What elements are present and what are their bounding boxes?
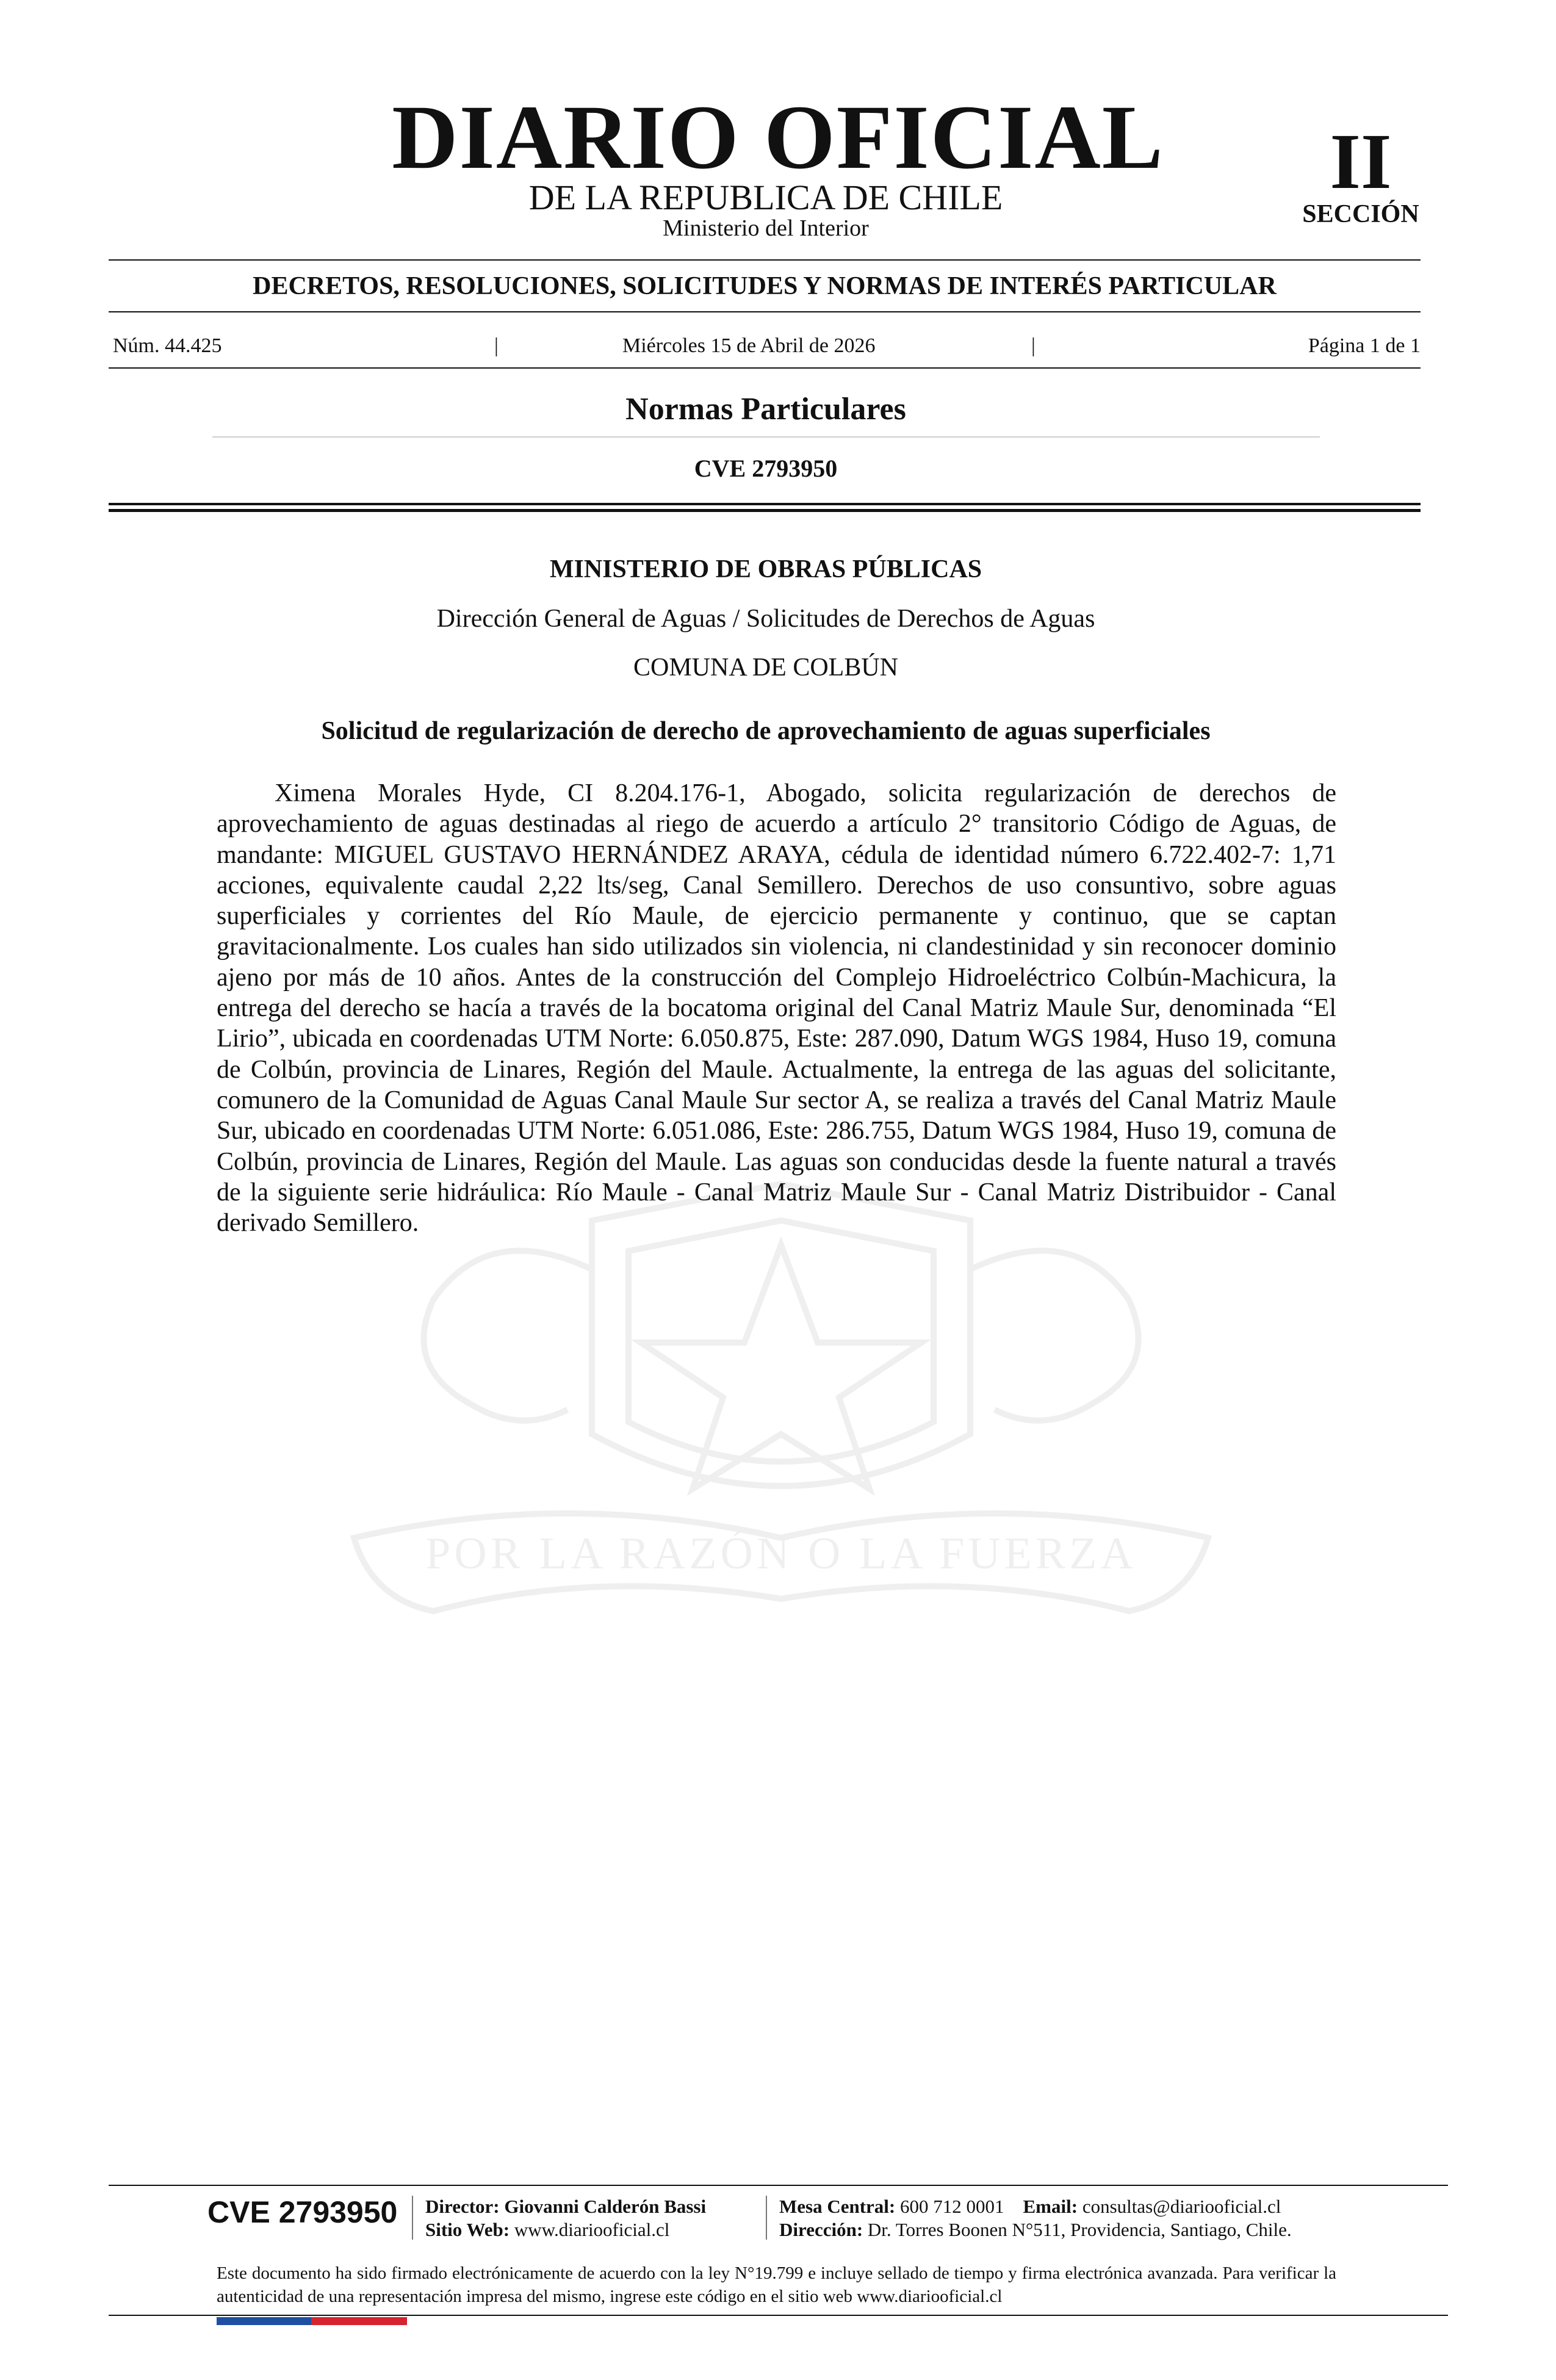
phone-label: Mesa Central: xyxy=(779,2196,896,2217)
issue-number: Núm. 44.425 xyxy=(113,334,222,357)
seal-motto: POR LA RAZÓN O LA FUERZA xyxy=(425,1529,1137,1579)
document-body: Ximena Morales Hyde, CI 8.204.176-1, Abogado, solicita regularización de derechos de aprovechamiento de aguas destinadas al riego de acuerdo a artículo 2° transitorio Código de Aguas, de mandante: MIGUEL GUSTAVO HERNÁNDEZ ARAYA, cédula de identidad número 6.722.402-7: 1,71 acciones, equivalente caudal 2,22 lts/seg, Canal Semillero. Derechos de uso consuntivo, sobre aguas superficiales y corrientes del Río Maule, de ejercicio permanente y continuo, que se captan gravitacionalmente. Los cuales han sido utilizados sin violencia, ni clandestinidad y sin reconocer dominio ajeno por más de 10 años. Antes de la construcción del Complejo Hidroeléctrico Colbún-Machicura, la entrega del derecho se hacía a través de la bocatoma original del Canal Matriz Maule Sur, denominada “El Lirio”, ubicada en coordenadas UTM Norte: 6.050.875, Este: 287.090, Datum WGS 1984, Huso 19, comuna de Colbún, provincia de Linares, Región del Maule. Actualmente, la entrega de las aguas del solicitante, comunero de la Comunidad de Aguas Canal Maule Sur sector A, se realiza a través del Canal Matriz Maule Sur, ubicado en coordenadas UTM Norte: 6.051.086, Este: 286.755, Datum WGS 1984, Huso 19, comuna de Colbún, provincia de Linares, Región del Maule. Las aguas son conducidas desde la fuente natural a través de la siguiente serie hidráulica: Río Maule - Canal Matriz Maule Sur - Canal Matriz Distribuidor - Canal derivado Semillero. xyxy=(217,779,1336,1238)
footer-contact-block xyxy=(779,2195,1292,2241)
section-title-rule xyxy=(212,436,1320,438)
section-title: Normas Particulares xyxy=(625,392,906,427)
section-number: II xyxy=(1330,118,1392,206)
footer-separator xyxy=(766,2196,767,2240)
section-label: SECCIÓN xyxy=(1302,200,1419,228)
issue-separator: | xyxy=(1031,334,1036,357)
issue-date: Miércoles 15 de Abril de 2026 xyxy=(622,334,876,357)
band-top-rule xyxy=(109,259,1421,261)
flag-stripe-blue xyxy=(217,2317,311,2325)
website-link[interactable]: www.diariooficial.cl xyxy=(514,2219,670,2240)
masthead-ministry: Ministerio del Interior xyxy=(663,215,869,241)
issue-page: Página 1 de 1 xyxy=(1308,334,1421,357)
footer-cve-code: CVE 2793950 xyxy=(207,2195,398,2229)
document-department: Dirección General de Aguas / Solicitudes de Derechos de Aguas xyxy=(436,605,1095,633)
footer-legal-notice: Este documento ha sido firmado electrónicamente de acuerdo con la ley N°19.799 e incluye sellado de tiempo y firma electrónica avanzada. Para verificar la autenticidad de una representación impresa del mismo, ingrese este código en el sitio web www.diariooficial.cl xyxy=(217,2263,1336,2306)
footer-separator xyxy=(412,2196,413,2240)
document-ministry: MINISTERIO DE OBRAS PÚBLICAS xyxy=(549,555,982,583)
address-label: Dirección: xyxy=(779,2219,863,2240)
cve-code: CVE 2793950 xyxy=(694,455,838,482)
document-commune: COMUNA DE COLBÚN xyxy=(633,654,899,682)
masthead-subtitle: DE LA REPUBLICA DE CHILE xyxy=(528,178,1003,217)
footer-bottom-rule xyxy=(109,2315,1448,2316)
email-link[interactable]: consultas@diariooficial.cl xyxy=(1082,2196,1281,2217)
director-name: Giovanni Calderón Bassi xyxy=(504,2196,707,2217)
footer-rule xyxy=(109,2185,1448,2186)
header-double-rule-top xyxy=(109,503,1421,505)
band-title: DECRETOS, RESOLUCIONES, SOLICITUDES Y NORMAS DE INTERÉS PARTICULAR xyxy=(253,272,1277,300)
document-title: Solicitud de regularización de derecho de aprovechamiento de aguas superficiales xyxy=(321,717,1211,745)
footer-director-block xyxy=(425,2195,706,2241)
header-double-rule-bottom xyxy=(109,509,1421,512)
director-label: Director: xyxy=(425,2196,500,2217)
masthead-title: DIARIO OFICIAL xyxy=(392,87,1164,188)
website-label: Sitio Web: xyxy=(425,2219,510,2240)
email-label: Email: xyxy=(1023,2196,1078,2217)
issue-bottom-rule xyxy=(109,367,1421,369)
issue-separator: | xyxy=(494,334,499,357)
band-bottom-rule xyxy=(109,311,1421,312)
phone-number: 600 712 0001 xyxy=(900,2196,1004,2217)
address-text: Dr. Torres Boonen N°511, Providencia, Santiago, Chile. xyxy=(867,2219,1292,2240)
flag-stripe-red xyxy=(311,2317,407,2325)
